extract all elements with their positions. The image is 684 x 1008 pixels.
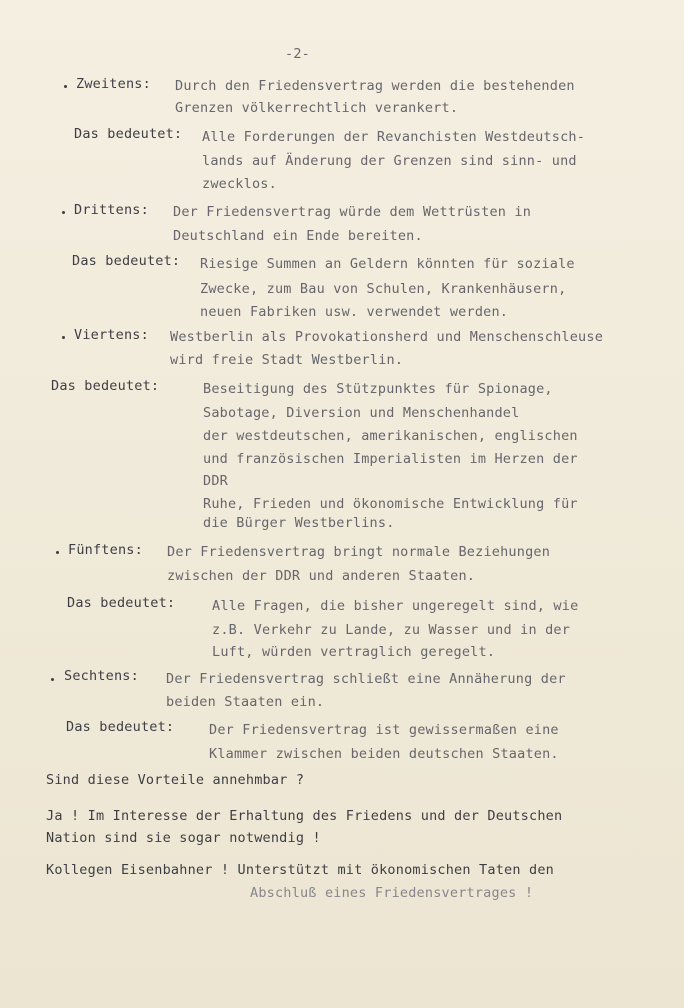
meaning-text-line: Ruhe, Frieden und ökonomische Entwicklung für [203, 496, 578, 512]
meaning-label-sechtens: Das bedeutet: [66, 719, 175, 735]
point-text-line: Der Friedensvertrag schließt eine Annäherung der [166, 671, 566, 687]
point-text-line: wird freie Stadt Westberlin. [170, 352, 404, 368]
meaning-text-line: Zwecke, zum Bau von Schulen, Krankenhäusern, [200, 281, 567, 297]
point-label-drittens: Drittens: [74, 202, 149, 218]
bullet-sechtens [51, 678, 54, 681]
closing-appeal-line: Kollegen Eisenbahner ! Unterstützt mit ökonomischen Taten den [46, 862, 554, 878]
point-text-line: beiden Staaten ein. [166, 694, 325, 710]
meaning-text-line: Luft, würden vertraglich geregelt. [212, 644, 496, 660]
point-text-line: Der Friedensvertrag würde dem Wettrüsten in [173, 204, 532, 220]
meaning-label-fuenftens: Das bedeutet: [67, 595, 176, 611]
point-text-line: Grenzen völkerrechtlich verankert. [175, 100, 459, 116]
bullet-zweitens [64, 85, 67, 88]
meaning-text-line: die Bürger Westberlins. [203, 515, 395, 531]
meaning-text-line: neuen Fabriken usw. verwendet werden. [200, 304, 509, 320]
bullet-viertens [62, 336, 65, 339]
point-label-fuenftens: Fünftens: [68, 542, 143, 558]
meaning-text-line: Riesige Summen an Geldern könnten für soziale [200, 256, 575, 272]
meaning-text-line: lands auf Änderung der Grenzen sind sinn- und [202, 153, 577, 169]
meaning-text-line: und französischen Imperialisten im Herzen der [203, 451, 578, 467]
page-number: -2- [285, 46, 310, 62]
meaning-label-viertens: Das bedeutet: [51, 378, 160, 394]
point-label-viertens: Viertens: [74, 327, 149, 343]
point-text-line: Der Friedensvertrag bringt normale Beziehungen [167, 544, 551, 560]
meaning-label-drittens: Das bedeutet: [72, 253, 181, 269]
point-text-line: zwischen der DDR und anderen Staaten. [167, 568, 476, 584]
meaning-text-line: DDR [203, 473, 228, 489]
meaning-text-line: Alle Fragen, die bisher ungeregelt sind, wie [212, 598, 579, 614]
meaning-text-line: Klammer zwischen beiden deutschen Staaten. [209, 746, 559, 762]
closing-question: Sind diese Vorteile annehmbar ? [46, 772, 305, 788]
meaning-text-line: Sabotage, Diversion und Menschenhandel [203, 405, 520, 421]
meaning-text-line: z.B. Verkehr zu Lande, zu Wasser und in der [212, 622, 571, 638]
point-text-line: Durch den Friedensvertrag werden die bestehenden [175, 78, 575, 94]
bullet-fuenftens [56, 551, 59, 554]
closing-answer-line: Nation sind sie sogar notwendig ! [46, 830, 321, 846]
point-label-sechtens: Sechtens: [64, 668, 139, 684]
point-label-zweitens: Zweitens: [76, 76, 151, 92]
closing-answer-line: Ja ! Im Interesse der Erhaltung des Friedens und der Deutschen [46, 808, 563, 824]
bullet-drittens [62, 211, 65, 214]
point-text-line: Westberlin als Provokationsherd und Menschenschleuse [170, 329, 604, 345]
meaning-text-line: zwecklos. [202, 176, 277, 192]
meaning-text-line: Der Friedensvertrag ist gewissermaßen eine [209, 722, 559, 738]
meaning-text-line: der westdeutschen, amerikanischen, englischen [203, 428, 578, 444]
meaning-text-line: Beseitigung des Stützpunktes für Spionage, [203, 381, 553, 397]
point-text-line: Deutschland ein Ende bereiten. [173, 228, 423, 244]
closing-appeal-line: Abschluß eines Friedensvertrages ! [250, 885, 534, 901]
meaning-text-line: Alle Forderungen der Revanchisten Westdeutsch- [202, 129, 586, 145]
meaning-label-zweitens: Das bedeutet: [74, 126, 183, 142]
